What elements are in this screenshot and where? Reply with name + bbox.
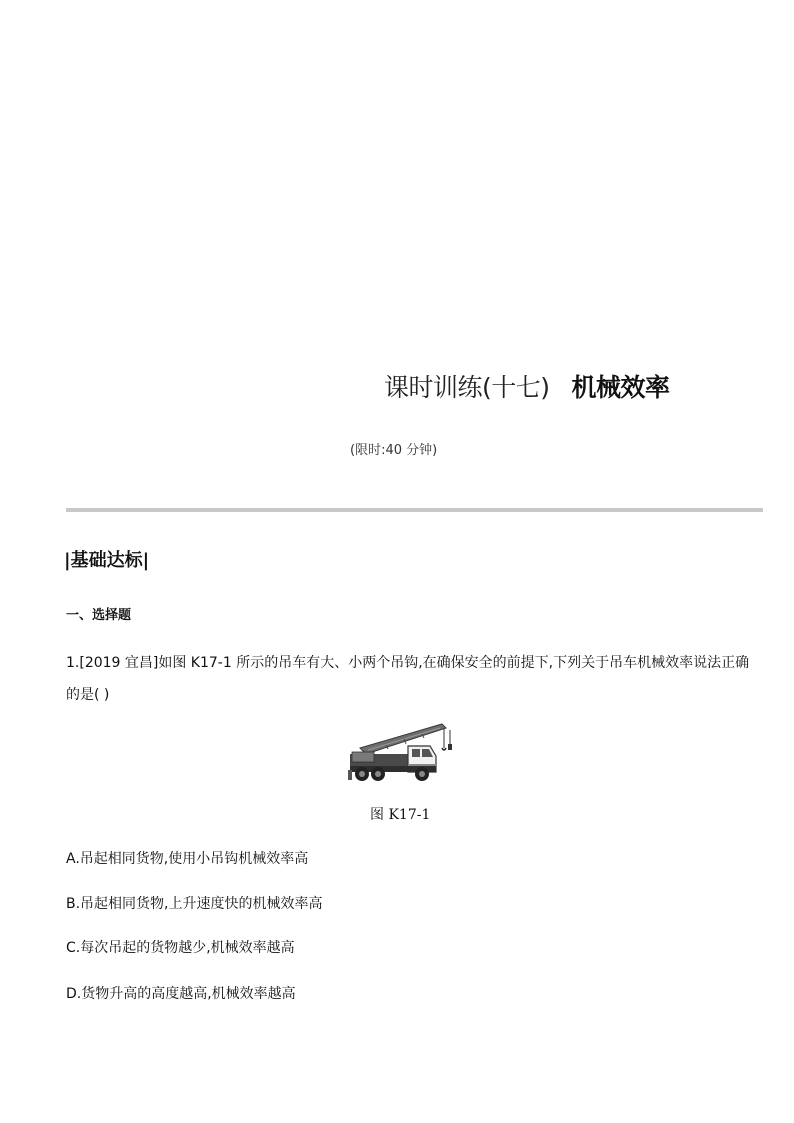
section-title: |基础达标|: [64, 550, 150, 571]
crane-truck-image: [346, 718, 466, 784]
figure-caption: 图 K17-1: [370, 807, 431, 823]
subsection-title: 一、选择题: [66, 608, 132, 623]
question-1-text-line-2: 的是( ): [66, 687, 110, 703]
crane-truck-icon: [346, 718, 466, 784]
time-limit: (限时:40 分钟): [350, 443, 438, 458]
title-main: 课时训练(十七): [384, 373, 550, 402]
option-a: A.吊起相同货物,使用小吊钩机械效率高: [66, 851, 309, 867]
page-title: [384, 368, 670, 408]
option-d: D.货物升高的高度越高,机械效率越高: [66, 986, 296, 1002]
question-1-text-line-1: 1.[2019 宜昌]如图 K17-1 所示的吊车有大、小两个吊钩,在确保安全的前提下,下列关于吊车机械效率说法正确: [66, 655, 750, 671]
option-b: B.吊起相同货物,上升速度快的机械效率高: [66, 896, 323, 912]
option-c: C.每次吊起的货物越少,机械效率越高: [66, 940, 295, 956]
title-sub: 机械效率: [571, 373, 670, 402]
divider: [66, 508, 763, 512]
